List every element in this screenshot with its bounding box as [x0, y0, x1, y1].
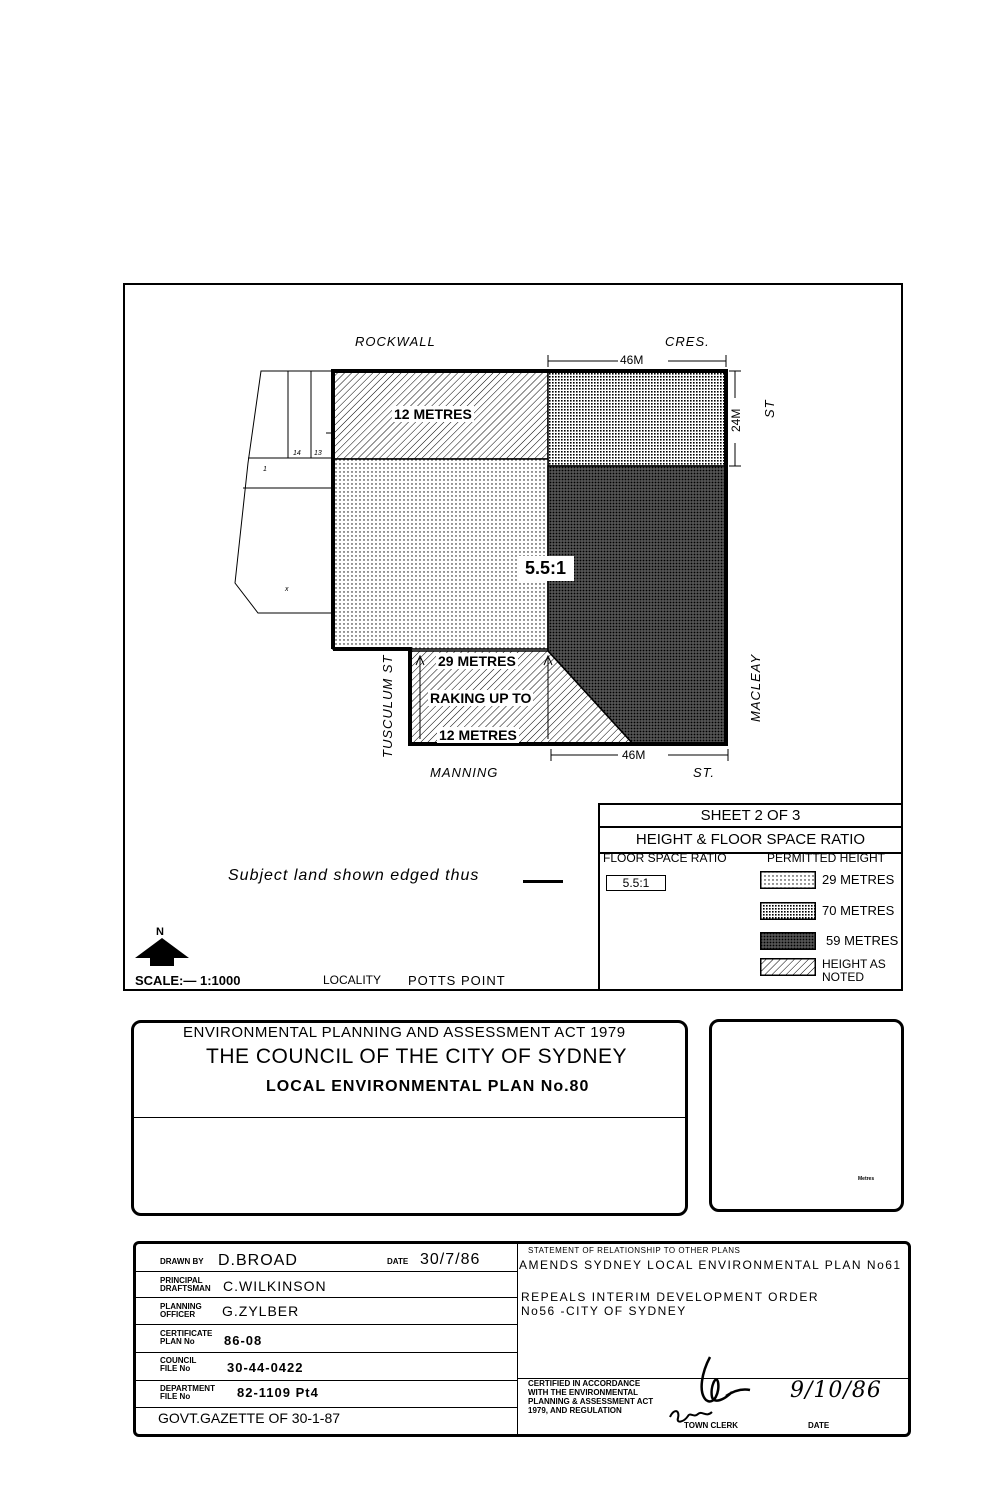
council-file-label: COUNCIL FILE No — [160, 1356, 197, 1373]
heading-divider — [134, 1117, 685, 1118]
scale-label: SCALE:— 1:1000 — [135, 973, 241, 988]
locality-name: POTTS POINT — [408, 973, 506, 988]
lot-number: x — [285, 586, 289, 593]
certified-block — [528, 1379, 653, 1415]
label-lower-2: RAKING UP TO — [430, 690, 532, 706]
principal-label: PRINCIPAL DRAFTSMAN — [160, 1276, 211, 1293]
street-rockwall: ROCKWALL — [355, 334, 436, 349]
heading-plan: LOCAL ENVIRONMENTAL PLAN No.80 — [266, 1078, 590, 1095]
drawn-by-label: DRAWN BY — [160, 1257, 204, 1266]
principal-value: C.WILKINSON — [223, 1278, 327, 1294]
heading-council: THE COUNCIL OF THE CITY OF SYDNEY — [206, 1045, 627, 1068]
street-st-right: ST — [762, 399, 777, 418]
zone-70-metres — [548, 371, 726, 466]
subject-land-note: Subject land shown edged thus — [228, 867, 480, 884]
legend-item-hatch: HEIGHT AS NOTED — [822, 957, 886, 984]
gazette-value: GOVT.GAZETTE OF 30-1-87 — [158, 1410, 341, 1426]
label-lower-1: 29 METRES — [438, 653, 516, 669]
legend-height-header: PERMITTED HEIGHT — [767, 851, 886, 865]
title-block-divider — [517, 1244, 518, 1434]
cert-value: 86-08 — [224, 1333, 263, 1348]
date-value: 30/7/86 — [420, 1251, 481, 1268]
lot-number: 14 — [293, 450, 301, 457]
legend-swatch-59 — [760, 932, 816, 950]
lot-number: 1 — [263, 466, 267, 473]
deputy-text — [649, 1419, 680, 1429]
legend-item-70: 70 METRES — [822, 903, 895, 918]
planning-value: G.ZYLBER — [222, 1303, 300, 1319]
street-manning: MANNING — [430, 765, 499, 780]
council-file-value: 30-44-0422 — [227, 1360, 304, 1375]
statement-label: STATEMENT OF RELATIONSHIP TO OTHER PLANS — [528, 1246, 741, 1255]
legend-swatch-29 — [760, 871, 816, 889]
dept-file-label: DEPARTMENT FILE No — [160, 1384, 215, 1401]
north-arrow-icon — [135, 938, 190, 968]
label-lower-3: 12 METRES — [439, 727, 517, 743]
label-height-top: 12 METRES — [394, 406, 472, 422]
street-macleay: MACLEAY — [748, 653, 763, 722]
neighbouring-lots — [235, 371, 333, 613]
lot-number: 13 — [314, 450, 322, 457]
date-signature-label: DATE — [808, 1421, 830, 1430]
legend-sheet: SHEET 2 OF 3 — [600, 805, 901, 828]
north-label: N — [156, 926, 164, 938]
planning-label: PLANNING OFFICER — [160, 1302, 202, 1319]
legend-fsr-header: FLOOR SPACE RATIO — [603, 851, 727, 865]
certified-line-4: 1979, AND REGULATION — [528, 1406, 622, 1415]
dim-right-height: 24M — [729, 408, 743, 432]
dim-bottom-width: 46M — [622, 748, 646, 762]
town-clerk-label: TOWN CLERK — [684, 1421, 739, 1430]
street-cres: CRES. — [665, 334, 710, 349]
repeals-line-1: REPEALS INTERIM DEVELOPMENT ORDER — [521, 1290, 819, 1304]
dim-top-width: 46M — [620, 353, 644, 367]
certified-line-1: CERTIFIED IN ACCORDANCE — [528, 1379, 641, 1388]
zone-29-metres — [333, 459, 548, 649]
date-label: DATE — [387, 1257, 409, 1266]
repeals-line-2: No56 -CITY OF SYDNEY — [521, 1304, 687, 1318]
certified-line-2: WITH THE ENVIRONMENTAL — [528, 1388, 639, 1397]
legend-swatch-hatch — [760, 958, 816, 976]
legend-item-29: 29 METRES — [822, 872, 895, 887]
street-tusculum: TUSCULUM ST — [380, 654, 395, 758]
street-st-bottom: ST. — [693, 765, 716, 780]
label-fsr: 5.5:1 — [517, 556, 574, 581]
legend-title: HEIGHT & FLOOR SPACE RATIO — [600, 828, 901, 854]
side-box-metres: Metres — [858, 1176, 875, 1182]
side-box — [709, 1019, 904, 1212]
certified-line-3: PLANNING & ASSESSMENT ACT — [528, 1397, 654, 1406]
legend-fsr-value: 5.5:1 — [606, 875, 666, 891]
legend-item-59: 59 METRES — [826, 933, 899, 948]
legend-swatch-70 — [760, 902, 816, 920]
amends-text: AMENDS SYDNEY LOCAL ENVIRONMENTAL PLAN No61 — [519, 1258, 902, 1272]
dept-file-value: 82-1109 Pt4 — [237, 1385, 319, 1400]
cert-label: CERTIFICATE PLAN No — [160, 1329, 213, 1346]
site-plan — [123, 283, 903, 803]
signature-date: 9/10/86 — [790, 1378, 882, 1403]
drawn-by-value: D.BROAD — [218, 1252, 298, 1269]
heading-act: ENVIRONMENTAL PLANNING AND ASSESSMENT ACT 1979 — [183, 1024, 626, 1041]
subject-edge-sample — [523, 880, 563, 883]
locality-label: LOCALITY — [323, 973, 382, 987]
